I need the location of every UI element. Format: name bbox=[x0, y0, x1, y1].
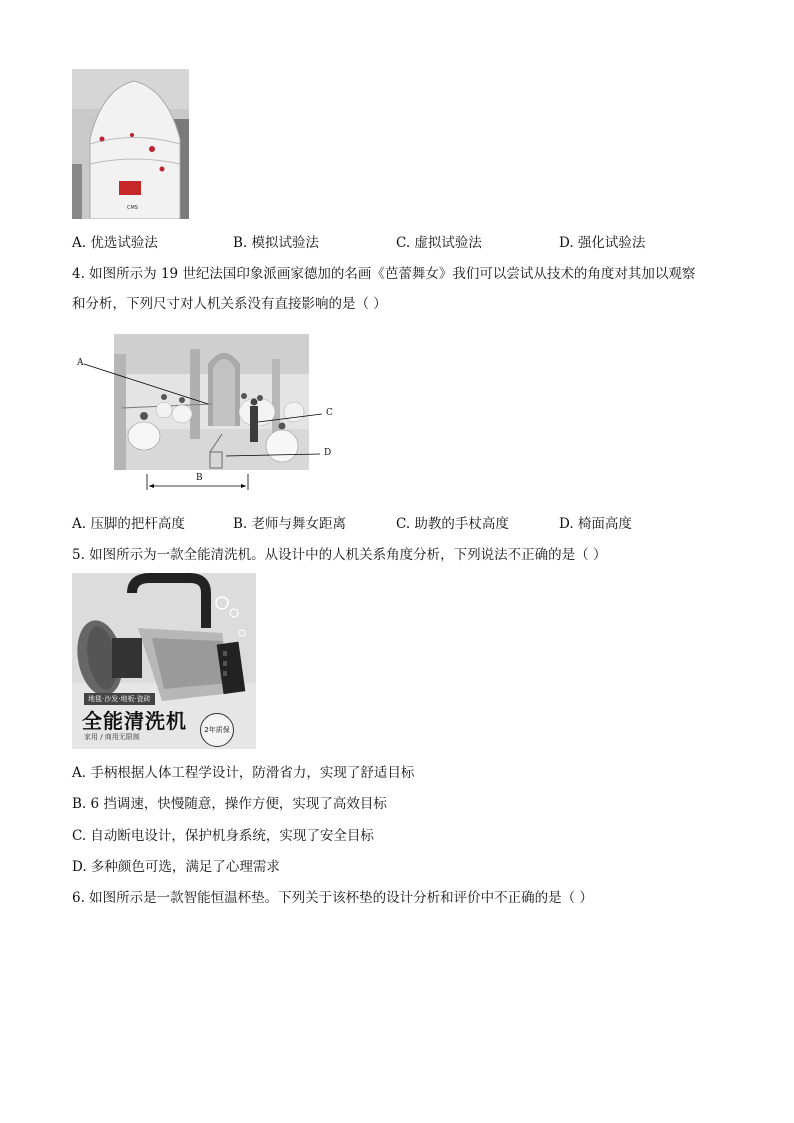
q4-option-c: C. 助教的手杖高度 bbox=[396, 516, 509, 532]
q5-option-c: C. 自动断电设计，保护机身系统，实现了安全目标 bbox=[72, 828, 374, 844]
q6-stem: 6. 如图所示是一款智能恒温杯垫。下列关于该杯垫的设计分析和评价中不正确的是（ ） bbox=[72, 890, 593, 906]
q5-option-a: A. 手柄根据人体工程学设计，防滑省力，实现了舒适目标 bbox=[72, 765, 415, 781]
svg-text:CMS: CMS bbox=[127, 205, 138, 211]
q5-stem: 5. 如图所示为一款全能清洗机。从设计中的人机关系角度分析，下列说法不正确的是（ ） bbox=[72, 547, 607, 563]
ad-subtitle: 家用 / 商用无限制 bbox=[84, 733, 140, 741]
q3-option-c: C. 虚拟试验法 bbox=[396, 235, 482, 251]
figure-label-a: A bbox=[77, 358, 84, 368]
q3-option-b: B. 模拟试验法 bbox=[233, 235, 320, 251]
figure-label-c: C bbox=[326, 408, 333, 418]
q4-stem-line2: 和分析，下列尺寸对人机关系没有直接影响的是（ ） bbox=[72, 296, 387, 312]
q5-option-b: B. 6 挡调速，快慢随意，操作方便，实现了高效目标 bbox=[72, 796, 387, 812]
q3-option-d: D. 强化试验法 bbox=[559, 235, 646, 251]
q4-option-a: A. 压脚的把杆高度 bbox=[72, 516, 185, 532]
figure-label-b: B bbox=[196, 473, 203, 483]
ad-title: 全能清洗机 bbox=[82, 709, 187, 733]
q3-option-a: A. 优选试验法 bbox=[72, 235, 158, 251]
warranty-badge: 2年质保 bbox=[200, 713, 234, 747]
q5-option-d: D. 多种颜色可选，满足了心理需求 bbox=[72, 859, 280, 875]
spacecraft-photo bbox=[72, 69, 189, 219]
ballet-painting-figure bbox=[72, 334, 342, 496]
figure-label-d: D bbox=[324, 448, 332, 458]
q4-stem-line1: 4. 如图所示为 19 世纪法国印象派画家德加的名画《芭蕾舞女》我们可以尝试从技术的角度对其加以观察 bbox=[72, 266, 696, 282]
cleaning-machine-ad bbox=[72, 573, 256, 749]
ad-tag: 地毯·沙发·地板·瓷砖 bbox=[84, 693, 155, 705]
q4-option-b: B. 老师与舞女距离 bbox=[233, 516, 347, 532]
q4-option-d: D. 椅面高度 bbox=[559, 516, 632, 532]
